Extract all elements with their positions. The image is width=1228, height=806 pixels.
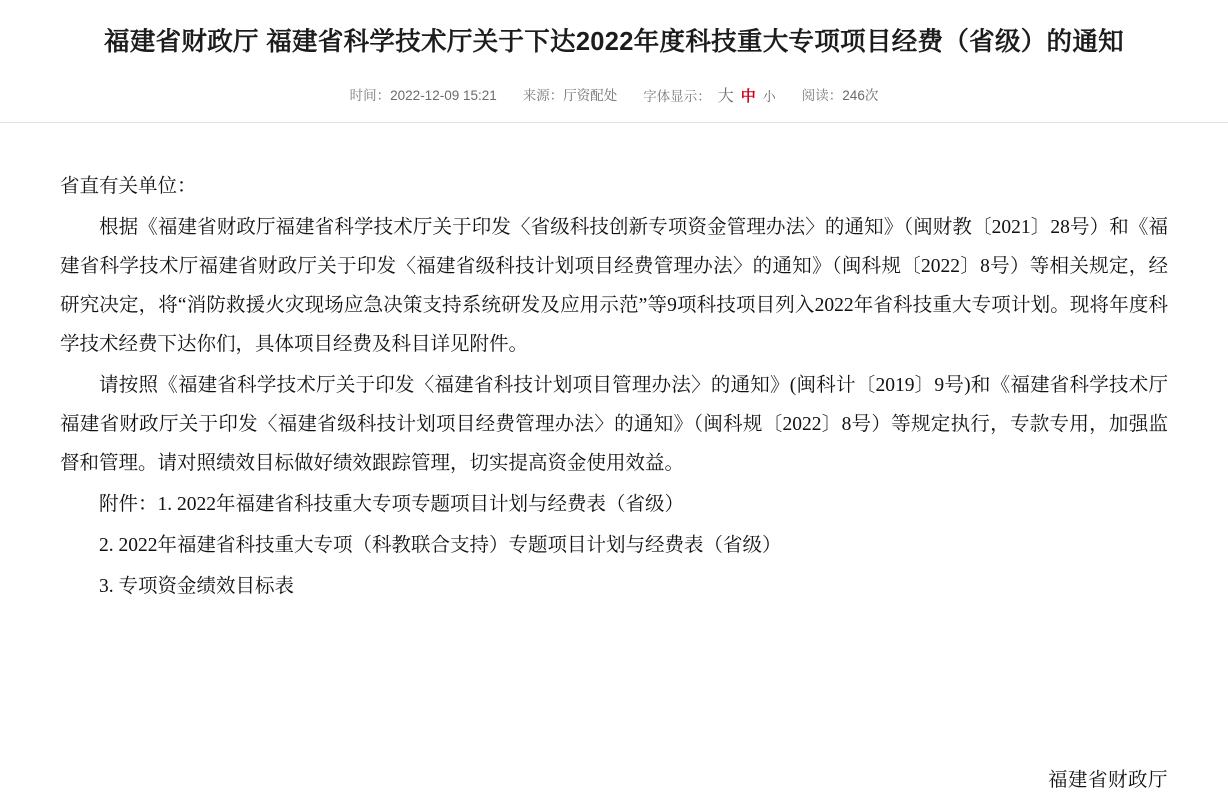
body-paragraph-1: 根据《福建省财政厅福建省科学技术厅关于印发〈省级科技创新专项资金管理办法〉的通知》（闽财教〔2021〕28号）和《福建省科学技术厅福建省财政厅关于印发〈福建省级科技计划项目经费管理办法〉的通知》（闽科规〔2022〕8号）等相关规定，经研究决定，将“消防救援火灾现场应急决策支持系统研发及应用示范”等9项科技项目列入2022年省科技重大专项计划。现将年度科学技术经费下达你们，具体项目经费及科目详见附件。 [60,216,1168,355]
page-title: 福建省财政厅 福建省科学技术厅关于下达2022年度科技重大专项项目经费（省级）的通知 [104,28,1124,56]
salutation: 省直有关单位： [60,175,197,197]
meta-views [802,84,879,104]
document-body [0,123,1228,668]
signature: 福建省财政厅 [1047,770,1168,791]
meta-source [523,84,618,104]
font-size-label: 字体显示： [643,88,711,104]
font-size-medium-button[interactable]: 中 [740,87,756,105]
font-size-small-button[interactable]: 小 [762,88,776,104]
meta-time-label: 时间： [349,88,391,104]
meta-source-value: 厅资配处 [563,88,618,104]
body-spacer [60,608,1168,668]
attachment-item-3-line: 3. 专项资金绩效目标表 [99,575,295,597]
meta-source-label: 来源： [522,88,564,104]
document-meta-bar [0,83,1228,123]
attachment-line-1 [60,485,1168,524]
meta-views-value: 246次 [842,88,879,104]
attachment-item-2-line: 2. 2022年福建省科技重大专项（科教联合支持）专题项目计划与经费表（省级） [99,534,782,556]
font-size-control [643,83,776,106]
body-paragraph-2: 请按照《福建省科学技术厅关于印发〈福建省科技计划项目管理办法〉的通知》(闽科计〔2019〕9号)和《福建省科学技术厅福建省财政厅关于印发〈福建省级科技计划项目经费管理办法〉的通知》（闽科规〔2022〕8号）等规定执行，专款专用，加强监督和管理。请对照绩效目标做好绩效跟踪管理，切实提高资金使用效益。 [60,374,1168,474]
meta-views-label: 阅读： [801,88,843,104]
font-size-large-button[interactable]: 大 [717,87,734,105]
meta-time-value: 2022-12-09 15:21 [390,88,497,104]
attachment-item-1: 1. 2022年福建省科技重大专项专题项目计划与经费表（省级） [157,493,685,515]
attachment-label: 附件： [99,493,158,515]
meta-time [350,84,497,104]
